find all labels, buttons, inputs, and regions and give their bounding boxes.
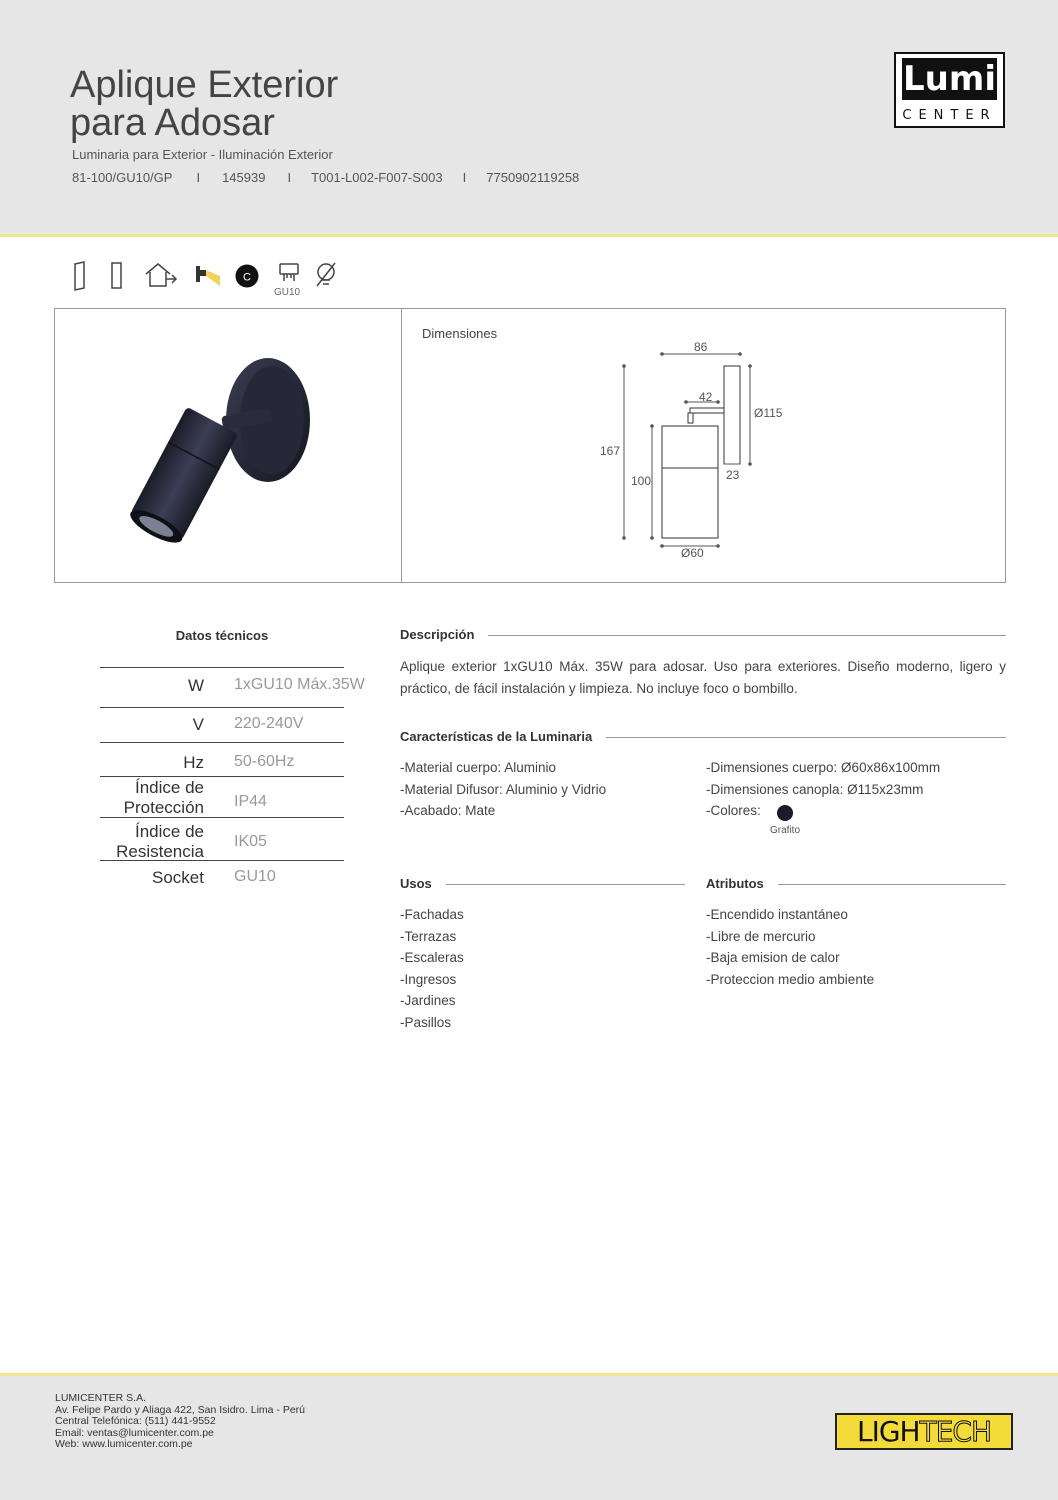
list-item: -Proteccion medio ambiente	[706, 971, 875, 987]
spec-label-line: Protección	[123, 798, 204, 817]
list-item: -Colores:	[706, 803, 761, 818]
dim-arm: 42	[699, 390, 713, 404]
code-separator: I	[462, 170, 467, 185]
caracteristicas-left-list	[400, 757, 606, 822]
caracteristicas-title: Características de la Luminaria	[400, 729, 606, 744]
title-line-1: Aplique Exterior	[70, 64, 339, 106]
list-item: -Ingresos	[400, 971, 457, 987]
spec-row-socket	[100, 860, 344, 891]
logo-word: Lumi	[903, 59, 996, 99]
spec-label: V	[192, 715, 204, 734]
spec-label	[116, 822, 204, 862]
list-item: -Dimensiones canopla: Ø115x23mm	[706, 781, 924, 797]
list-item: -Material Difusor: Aluminio y Vidrio	[400, 781, 607, 797]
gu10-label: GU10	[274, 287, 301, 298]
title-line-2: para Adosar	[70, 102, 275, 144]
list-item: -Fachadas	[400, 907, 464, 922]
footer-company: LUMICENTER S.A.	[55, 1392, 147, 1404]
footer-contact	[55, 1393, 305, 1451]
spotlight-icon	[194, 262, 224, 290]
brand-a: LIGH	[856, 1415, 920, 1448]
logo-sub: CENTER	[902, 108, 997, 123]
lightech-logo	[835, 1413, 1013, 1450]
list-item: -Acabado: Mate	[400, 803, 496, 818]
spec-row-ip	[100, 776, 344, 818]
list-item: -Dimensiones cuerpo: Ø60x86x100mm	[706, 760, 941, 775]
no-dimmable-icon	[314, 260, 338, 292]
color-name: Grafito	[770, 825, 801, 836]
spec-value: IK05	[234, 833, 267, 850]
spec-value: 1xGU10 Máx.35W	[234, 676, 365, 693]
gu10-socket-icon	[277, 262, 301, 288]
brand-b: TECH	[919, 1415, 991, 1448]
list-item: -Encendido instantáneo	[706, 907, 848, 922]
list-item: -Terrazas	[400, 928, 457, 944]
code-ref: T001-L002-F007-S003	[311, 170, 443, 185]
list-item: -Pasillos	[400, 1014, 452, 1030]
spec-label: Socket	[152, 868, 204, 887]
footer-email: Email: ventas@lumicenter.com.pe	[55, 1426, 214, 1439]
dim-body-height: 100	[631, 474, 652, 488]
dim-canopy-depth: 23	[726, 468, 740, 482]
list-item: -Escaleras	[400, 950, 464, 965]
datos-tecnicos-title: Datos técnicos	[175, 628, 269, 643]
page-title	[70, 66, 338, 142]
list-item: -Baja emision de calor	[706, 950, 840, 965]
footer-address: Av. Felipe Pardo y Aliaga 422, San Isidro. Lima - Perú	[55, 1403, 305, 1416]
footer-web: Web: www.lumicenter.com.pe	[55, 1438, 193, 1450]
code-model: 81-100/GU10/GP	[72, 170, 173, 185]
dim-canopy-diameter: Ø115	[754, 406, 783, 420]
spec-row-hz	[100, 742, 344, 777]
product-codes	[72, 170, 579, 185]
footer-phone: Central Telefónica: (511) 441-9552	[55, 1415, 216, 1427]
dim-width-total: 86	[694, 340, 708, 354]
spec-value: 50-60Hz	[234, 753, 295, 770]
spec-value: GU10	[234, 868, 276, 885]
product-photo	[100, 345, 330, 555]
dimensions-title: Dimensiones	[422, 326, 498, 341]
spec-label-line: Índice de	[135, 778, 204, 797]
spec-value: IP44	[234, 793, 267, 810]
descripcion-title: Descripción	[400, 627, 488, 642]
spec-label-line: Resistencia	[116, 842, 204, 861]
spec-label	[124, 778, 204, 818]
spec-value: 220-240V	[234, 715, 304, 732]
code-separator: I	[196, 170, 201, 185]
list-item: -Material cuerpo: Aluminio	[400, 760, 557, 775]
spec-label: W	[187, 676, 204, 695]
color-swatch	[777, 805, 793, 821]
wall-mount-icon	[72, 260, 92, 292]
spec-row-w	[100, 667, 365, 708]
code-separator: I	[287, 170, 292, 185]
section-rule	[400, 635, 1006, 636]
lumicenter-logo	[894, 52, 1005, 128]
atributos-list	[706, 904, 874, 990]
outdoor-house-icon	[142, 260, 182, 290]
code-barcode: 7750902119258	[486, 170, 580, 185]
spec-row-ik	[100, 817, 344, 861]
dim-height-total: 167	[600, 444, 621, 458]
list-item: -Jardines	[400, 993, 456, 1008]
page-subtitle: Luminaria para Exterior - Iluminación Exterior	[72, 147, 333, 162]
usos-list	[400, 904, 464, 1033]
spec-row-v	[100, 707, 344, 743]
code-sku: 145939	[222, 170, 266, 185]
usos-title: Usos	[400, 876, 446, 891]
box-divider	[401, 308, 402, 583]
surface-mount-icon	[108, 260, 126, 292]
class-letter: C	[243, 271, 251, 284]
spec-label: Hz	[183, 753, 204, 772]
dim-body-diameter: Ø60	[681, 546, 704, 560]
spec-label-line: Índice de	[135, 822, 204, 841]
atributos-title: Atributos	[706, 876, 778, 891]
list-item: -Libre de mercurio	[706, 928, 816, 944]
class-c-icon	[234, 263, 260, 289]
descripcion-text: Aplique exterior 1xGU10 Máx. 35W para adosar. Uso para exteriores. Diseño moderno, ligero y práctico, de fácil instalación y limpieza. No incluye foco o bombillo.	[400, 659, 1006, 696]
caracteristicas-right-list	[706, 757, 940, 822]
